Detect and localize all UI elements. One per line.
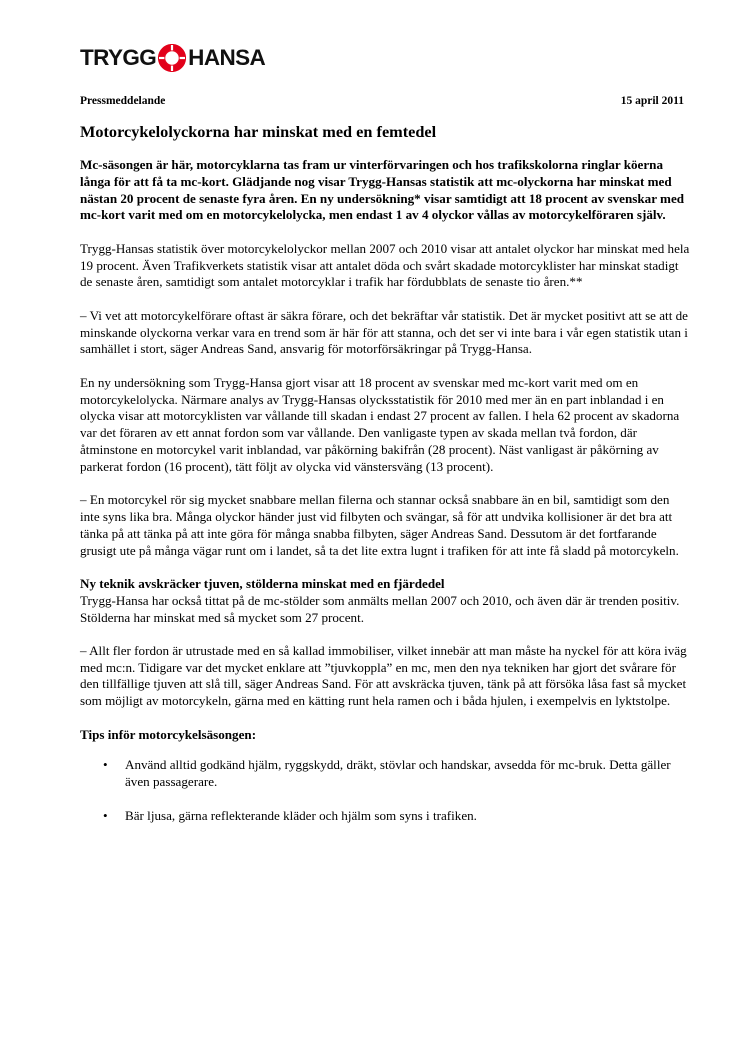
bullet-icon: • [103, 807, 108, 823]
logo-text-left: TRYGG [80, 44, 157, 70]
paragraph-survey: En ny undersökning som Trygg-Hansa gjort visar att 18 procent av svenskar med mc-kort varit med om en motorcykelolycka. Närmare analys av Trygg-Hansas olycksstatistik för 2010 med mer än en part inblandad i en olycka visar att motorcyklisten var vållande till skadan i endast 27 procent av fallen. I hela 62 procent av skadorna var det föraren av ett annat fordon som var vållande. Den vanligaste typen av skada mellan två fordon, där åtminstone en motorcykel varit inblandad, var påkörning bakifrån (28 procent). Näst vanligast är påkörning av parkerat fordon (16 procent), tätt följt av olycka vid vänstersväng (13 procent). [80, 374, 680, 474]
tip-text: Använd alltid godkänd hjälm, ryggskydd, dräkt, stövlar och handskar, avsedda för mc-bruk. Detta gäller även passagerare. [125, 757, 671, 790]
article-body [80, 120, 690, 841]
paragraph-traffic-advice: – En motorcykel rör sig mycket snabbare mellan filerna och stannar också snabbare än en bil, samtidigt som den inte syns lika bra. Många olyckor händer just vid filbyten och svängar, så för att undvika kollisioner är det bra att tänka på att tänka på att inte göra för många snabba filbyten, säger Andreas Sand. Dessutom är det fortfarande grusigt ute på många vägar runt om i landet, så ta det lite extra lugnt i trafiken för att inte få sladd på motorcykeln. [80, 492, 679, 558]
paragraph-statistics: Trygg-Hansas statistik över motorcykelolyckor mellan 2007 och 2010 visar att antalet olyckor har minskat med hela 19 procent. Även Trafikverkets statistik visar att antalet döda och svårt skadade motorcyklister har minskat stadigt de senaste åren, samtidigt som antalet motorcyklar i trafik har fördubblats de senaste tio åren.** [80, 240, 690, 290]
article-headline: Motorcykelolyckorna har minskat med en femtedel [80, 122, 437, 141]
life-ring-icon [158, 44, 186, 72]
section-subheading: Ny teknik avskräcker tjuven, stölderna minskat med en fjärdedel [80, 575, 445, 591]
tips-heading: Tips inför motorcykelsäsongen: [80, 726, 257, 742]
list-item [80, 757, 690, 791]
bullet-icon: • [103, 757, 108, 773]
trygg-hansa-logo [80, 44, 265, 72]
paragraph-quote-sand: – Vi vet att motorcykelförare oftast är säkra förare, och det bekräftar vår statistik. Det är mycket positivt att se att de minskande olyckorna verkar vara en trend som är här för att stanna, och det ser vi inte bara i vår egen statistik utan i samhället i stort, säger Andreas Sand, ansvarig för motorförsäkringar på Trygg-Hansa. [80, 307, 688, 357]
paragraph-thefts: Trygg-Hansa har också tittat på de mc-stölder som anmälts mellan 2007 och 2010, och även där är trenden positiv. Stölderna har minskat med så mycket som 27 procent. [80, 592, 680, 625]
paragraph-immobiliser-quote: – Allt fler fordon är utrustade med en så kallad immobiliser, vilket innebär att man måste ha nyckel för att köra iväg med mc:n. Tidigare var det mycket enklare att ”tjuvkoppla” en mc, men den nya tekniken har gjort det svårare för den tillfällige tjuven att slå till, säger Andreas Sand. För att avskräcka tjuven, tänk på att försöka låsa fast så mycket som möjligt av motorcykeln, gärna med en kätting runt hela ramen och i båda hjulen, i exempelvis en lyktstolpe. [80, 642, 687, 709]
article-lead: Mc-säsongen är här, motorcyklarna tas fram ur vinterförvaringen och hos trafikskolorna ringlar köerna långa för att få ta mc-kort. Glädjande nog visar Trygg-Hansas statistik att mc-olyckorna har minskat med nästan 20 procent de senaste fyra åren. En ny undersökning* visar samtidigt att 18 procent av svenskar med mc-kort varit med om en motorcykelolycka, men endast 1 av 4 olyckor vållas av motorcykelföraren själv. [80, 157, 685, 223]
document-type: Pressmeddelande [80, 95, 166, 107]
logo-text-right: HANSA [188, 44, 266, 70]
tips-list [80, 757, 690, 824]
tip-text: Bär ljusa, gärna reflekterande kläder och hjälm som syns i trafiken. [125, 807, 477, 823]
release-date: 15 april 2011 [620, 95, 684, 107]
list-item [80, 808, 690, 825]
